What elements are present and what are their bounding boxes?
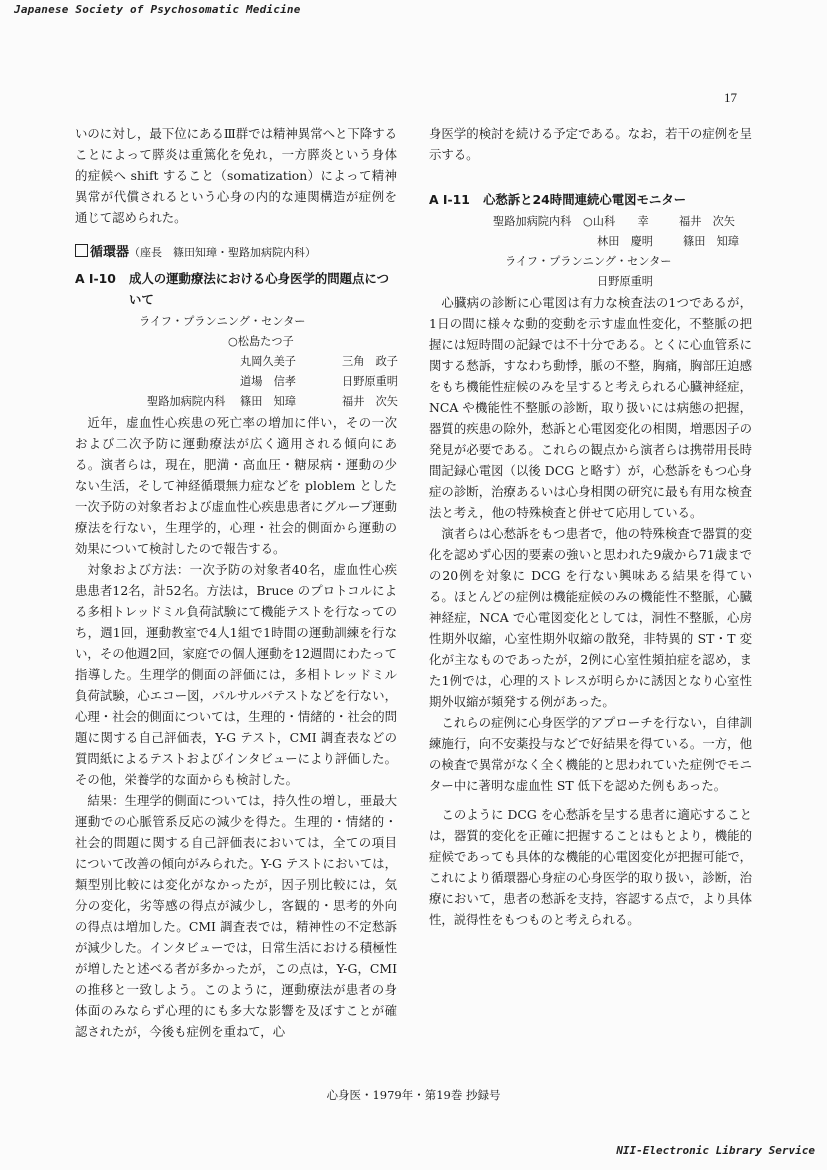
abstract-title: 成人の運動療法における心身医学的問題点について — [129, 271, 389, 307]
author: 丸岡久美子 — [240, 355, 296, 368]
left-column — [75, 123, 397, 1042]
checkbox-square-icon — [75, 244, 88, 257]
affiliation: 聖路加病院内科 — [147, 395, 226, 408]
author: 道場 信孝 — [240, 375, 296, 388]
author: 三角 政子 — [342, 355, 398, 368]
abstract-code: A I-11 — [429, 192, 470, 207]
author: 福井 次矢 — [679, 215, 735, 228]
body-paragraph: このように DCG を心愁訴を呈する患者に適応することは，器質的変化を正確に把握することはもとより，機能的症候であっても具体的な機能的心電図変化が把握可能で，これにより循環器心身症の心身医学的取り扱い，診断，治療において，患者の愁訴を支持，容認する点で，より具体性，説得性をもつものと考えられる。 — [429, 807, 752, 927]
section-title: 循環器 — [90, 245, 130, 260]
body-paragraph: 心臓病の診断に心電図は有力な検査法の1つであるが，1日の間に様々な動的変動を示す虚血性変化，不整脈の把握には短時間の記録では不十分である。とくに心血管系に関する愁訴，すなわち動悸，脈の不整，胸痛，胸部圧迫感をもち機能性症候のみを呈すると考えられる心臓神経症，NCA や機能性不整脈の診断，取り扱いには病態の把握，器質的疾患の除外，愁訴と心電図変化の相関，増悪因子の発見が必要である。これらの観点から演者らは携帯用長時間記録心電図（以後 DCG と略す）が，心愁訴をもつ心身症の診断，治療あるいは心身相関の研究に最も有用な検査法と考え，他の特殊検査と併せて応用している。 — [429, 295, 752, 520]
body-paragraph: 結果：生理学的側面については，持久性の増し，亜最大運動での心脈管系反応の減少を得た。生理的・情緒的・社会的問題に関する自己評価表においては，全ての項目について改善の傾向がみられた。Y-G テストにおいては，類型別比較には変化がなかったが，因子別比較には，気分の変化，劣等感の得点が減少し，客観的・思考的外向の得点は増加した。CMI 調査表では，精神性の不定愁訴が減少した。インタビューでは，日常生活における積極性が増したと述べる者が多かったが，この点は，Y-G，CMI の推移と一致しよう。このように，運動療法が患者の身体面のみならず心理的にも多大な影響を及ぼすことが確認されたが，今後も症例を重ねて，心 — [75, 793, 397, 1039]
body-paragraph: 近年，虚血性心疾患の死亡率の増加に伴い，その一次および二次予防に運動療法が広く適用される傾向にある。演者らは，現在，肥満・高血圧・糖尿病・運動の少ない生活，そして神経循環無力症などを ploblem とした一次予防の対象者および虚血性心疾患患者にグループ運動療法を行ない，生理学的，心理・社会的側面から運動の効果について検討したので報告する。 — [75, 415, 397, 556]
intro-paragraph: いのに対し，最下位にあるⅢ群では精神異常へと下降することによって膵炎は重篤化を免れ，一方膵炎という身体的症候へ shift すること（somatization）によって精神異常が代償されるという心身の内的な連関構造が症例を通じて認められた。 — [75, 126, 397, 225]
body-paragraph: 対象および方法：一次予防の対象者40名，虚血性心疾患患者12名，計52名。方法は，Bruce のプロトコルによる多相トレッドミル負荷試験にて機能テストを行なってのち，週1回，運動教室で4人1組で1時間の運動訓練を行ない，その他週2回，家庭での個人運動を12週間にわたって指導した。生理学的側面の評価には，多相トレッドミル負荷試験，心エコー図，パルサルバテストなどを行ない，心理・社会的側面については，生理的・情緒的・社会的問題に関する自己評価表，Y-G テスト，CMI 調査表などの質問紙によるテストおよびインタビューにより評価した。その他，栄養学的な面からも検討した。 — [75, 562, 397, 787]
abstract-title-a1-10 — [75, 268, 397, 310]
footer-citation: 心身医・1979年・第19巻 抄録号 — [326, 1088, 501, 1102]
author: 篠田 知璋 — [240, 395, 296, 408]
journal-header: Japanese Society of Psychosomatic Medicine — [14, 3, 301, 16]
body-paragraph: これらの症例に心身医学的アプローチを行ない，自律訓練施行，向不安薬投与などで好結果を得ている。一方，他の検査で異常がなく全く機能的と思われていた症例でモニター中に著明な虚血性 ST 低下を認めた例もあった。 — [429, 715, 752, 793]
author-line — [75, 352, 397, 372]
author-line — [75, 372, 397, 392]
continuation-paragraph: 身医学的検討を続ける予定である。なお，若干の症例を呈示する。 — [429, 126, 752, 162]
author-line — [429, 232, 752, 252]
abstract-title-a1-11 — [429, 189, 752, 210]
author: 日野原重明 — [597, 275, 653, 288]
right-column — [429, 123, 752, 930]
section-chair: （座長 篠田知璋・聖路加病院内科） — [129, 246, 317, 259]
affiliation: ライフ・プランニング・センター — [505, 255, 672, 268]
author: 林田 慶明 — [597, 235, 653, 248]
page-number: 17 — [724, 90, 737, 105]
section-heading — [75, 242, 397, 264]
author: 篠田 知璋 — [683, 235, 739, 248]
affiliation: 聖路加病院内科 — [493, 215, 572, 228]
author-line — [429, 212, 752, 232]
abstract-title: 心愁訴と24時間連続心電図モニター — [483, 192, 687, 207]
presenter: ○松島たつ子 — [228, 335, 294, 348]
author: 日野原重明 — [342, 375, 398, 388]
author: ○山科 幸 — [583, 215, 649, 228]
affiliation: ライフ・プランニング・センター — [139, 315, 306, 328]
author: 福井 次矢 — [342, 395, 398, 408]
abstract-code: A I-10 — [75, 271, 116, 286]
author-line — [75, 392, 397, 412]
body-paragraph: 演者らは心愁訴をもつ患者で，他の特殊検査で器質的変化を認めず心因的要素の強いと思われた9歳から71歳までの20例を対象に DCG を行ない興味ある結果を得ている。ほとんどの症例は機能症候のみの機能性不整脈，心臓神経症，NCA で心電図変化としては，洞性不整脈，心房性期外収縮，心室性期外収縮の散発，非特異的 ST・T 変化が主なものであったが，2例に心室性頻拍症を認め，また1例では，心理的ストレスが明らかに誘因となり心室性期外収縮が頻発する例があった。 — [429, 526, 752, 709]
library-service-footer: NII-Electronic Library Service — [616, 1144, 815, 1157]
